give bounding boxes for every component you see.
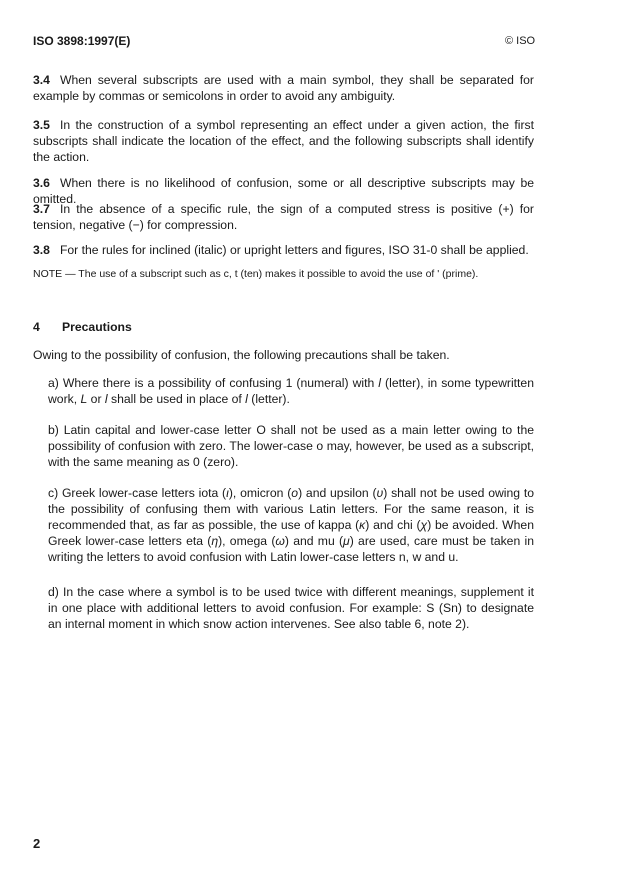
- text: (letter), in some typewritten work,: [48, 376, 534, 406]
- symbol: η: [211, 534, 219, 548]
- symbol: L: [80, 392, 88, 406]
- text: (letter).: [247, 392, 290, 406]
- symbol: l: [245, 392, 248, 406]
- clause-number: 3.8: [33, 243, 50, 257]
- page-number: 2: [33, 836, 41, 851]
- clause-number: 3.5: [33, 118, 50, 132]
- clause-text: In the absence of a specific rule, the sign of a computed stress is positive (+) for tension, negative (−) for compression.: [33, 202, 534, 232]
- text: c) Greek lower-case letters iota (: [48, 486, 227, 500]
- text: ) are used, care must be taken in writing the letters to avoid confusion with Latin lower-case letters n, w and u.: [48, 534, 534, 564]
- text: ), omicron (: [228, 486, 292, 500]
- text: ) shall not be used owing to the possibility of confusing them with various Latin letters. For the same reason, it is recommended that, as far as possible, the use of kappa (: [48, 486, 535, 532]
- note: NOTE — The use of a subscript such as c, t (ten) makes it possible to avoid the use of ' (prime).: [33, 268, 479, 280]
- text: a) Where there is a possibility of confusing 1 (numeral) with: [48, 376, 379, 390]
- section-number: 4: [33, 320, 40, 334]
- item-b: b) Latin capital and lower-case letter O shall not be used as a main letter owing to the possibility of confusion with zero. The lower-case o may, however, be used as a subscript, with the same meaning as 0 (zero).: [48, 423, 534, 469]
- text: ) and chi (: [365, 518, 421, 532]
- clause-3-4: [33, 72, 534, 104]
- clause-text: In the construction of a symbol representing an effect under a given action, the first subscripts shall indicate the location of the effect, and the following subscripts shall identify the action.: [33, 118, 534, 164]
- item-d: d) In the case where a symbol is to be used twice with different meanings, supplement it in one place with additional letters to avoid confusion. For example: S (Sn) to designate an internal moment in which snow action intervenes. See also table 6, note 2).: [48, 585, 534, 631]
- clause-text: When several subscripts are used with a main symbol, they shall be separated for example by commas or semicolons in order to avoid any ambiguity.: [33, 73, 534, 103]
- section-heading: [33, 319, 534, 335]
- text: ) and mu (: [284, 534, 344, 548]
- clause-number: 3.4: [33, 73, 50, 87]
- text: ) and upsilon (: [298, 486, 377, 500]
- text: shall be used in place of: [107, 392, 246, 406]
- clause-3-7: [33, 201, 534, 233]
- text: ) be avoided. When Greek lower-case letters eta (: [48, 518, 534, 548]
- symbol: χ: [420, 518, 428, 532]
- clause-3-8: [33, 242, 534, 258]
- clause-number: 3.7: [33, 202, 50, 216]
- text: ), omega (: [218, 534, 276, 548]
- symbol: μ: [343, 534, 350, 548]
- clause-text: For the rules for inclined (italic) or upright letters and figures, ISO 31-0 shall be applied.: [59, 243, 529, 257]
- item-c: [48, 485, 534, 565]
- copyright: © ISO: [505, 35, 536, 47]
- item-a: [48, 375, 534, 407]
- section-intro: Owing to the possibility of confusion, the following precautions shall be taken.: [33, 348, 450, 362]
- symbol: υ: [376, 486, 384, 500]
- symbol: ι: [226, 486, 229, 500]
- symbol: κ: [359, 518, 366, 532]
- symbol: l: [104, 392, 108, 406]
- document-id: ISO 3898:1997(E): [33, 34, 131, 48]
- clause-text: When there is no likelihood of confusion, some or all descriptive subscripts may be omitted.: [33, 176, 534, 206]
- symbol: ω: [275, 534, 285, 548]
- symbol: ο: [291, 486, 299, 500]
- clause-3-5: [33, 117, 534, 165]
- text: or: [87, 392, 105, 406]
- symbol: l: [378, 376, 382, 390]
- section-title: Precautions: [62, 320, 132, 334]
- clause-number: 3.6: [33, 176, 50, 190]
